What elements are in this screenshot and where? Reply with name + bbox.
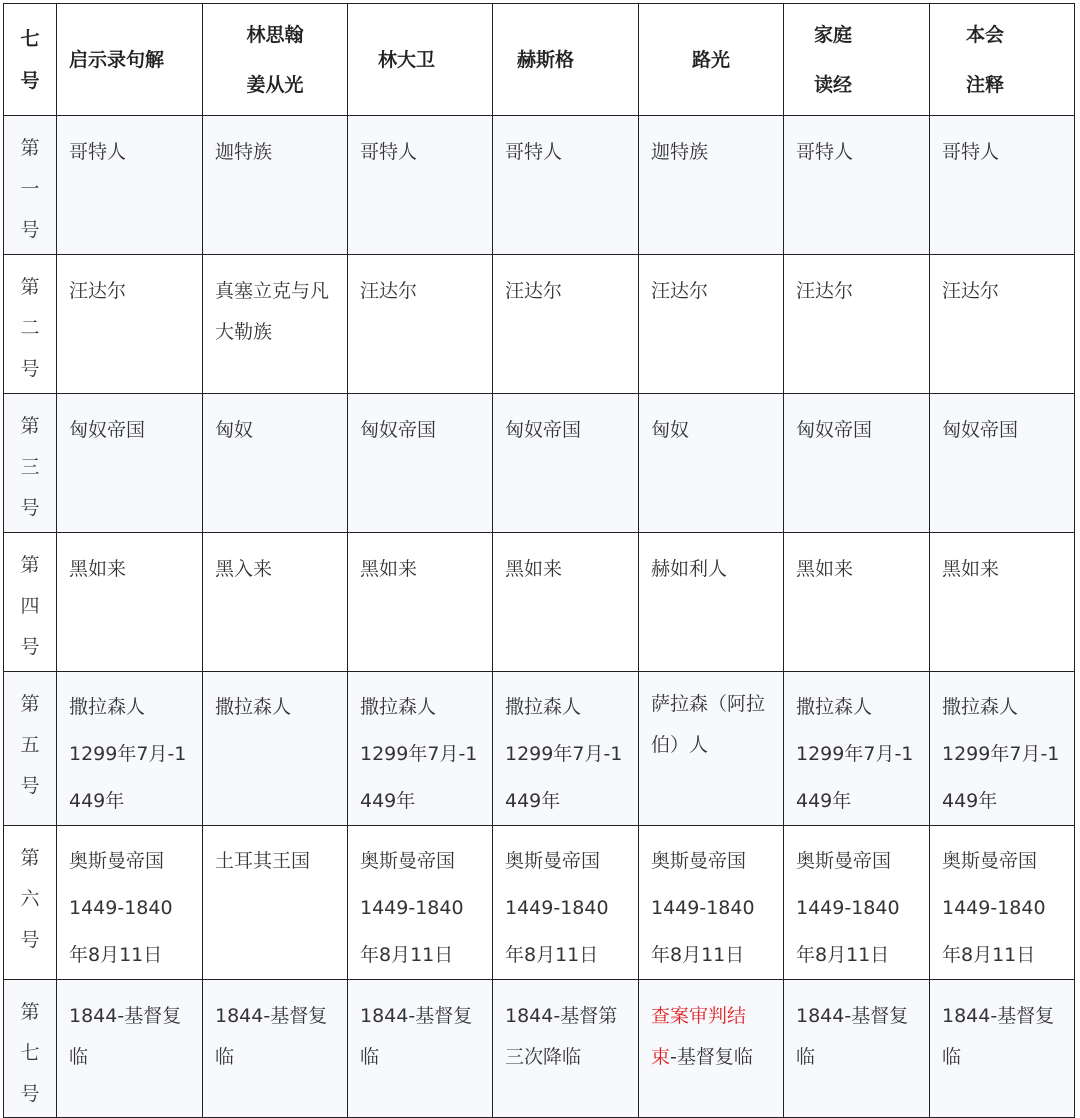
row-label: [4, 255, 57, 394]
table-cell: [348, 116, 493, 255]
corner-header: [4, 4, 57, 116]
cell-text: 迦特族: [651, 141, 709, 163]
row-label-char: 号: [20, 497, 40, 519]
table-cell: [930, 672, 1075, 826]
cell-text: 黑如来: [942, 558, 1000, 580]
table-cell: [493, 533, 639, 672]
table-cell: [930, 826, 1075, 980]
table-cell: [930, 533, 1075, 672]
table-cell: [784, 533, 930, 672]
row-label-char: 号: [20, 775, 40, 797]
row-label: [4, 826, 57, 980]
row-label-char: 三: [20, 456, 40, 478]
cell-text: 奥斯曼帝国: [651, 850, 747, 872]
cell-text: 三次降临: [505, 1046, 582, 1068]
table-cell: [493, 116, 639, 255]
cell-text: 1844-基督复: [942, 1005, 1055, 1027]
cell-text: 奥斯曼帝国: [69, 850, 165, 872]
cell-text: -基督复临: [670, 1046, 753, 1068]
cell-text: 1299年7月-1: [505, 743, 623, 765]
column-header: [57, 4, 203, 116]
cell-text: 年8月11日: [796, 944, 890, 966]
table-cell: [348, 255, 493, 394]
cell-text: 临: [69, 1046, 89, 1068]
row-label: [4, 533, 57, 672]
table-cell: [57, 116, 203, 255]
cell-text: 1844-基督复: [215, 1005, 328, 1027]
table-cell: [348, 672, 493, 826]
row-label-char: 第: [20, 415, 40, 437]
column-header: [930, 4, 1075, 116]
row-label-char: 第: [20, 693, 40, 715]
table-cell: [930, 255, 1075, 394]
cell-text: 汪达尔: [505, 280, 563, 302]
cell-text: 伯）人: [651, 734, 709, 756]
cell-text: 哥特人: [69, 141, 127, 163]
highlighted-text: 束: [651, 1046, 671, 1068]
cell-text: 年8月11日: [69, 944, 163, 966]
table-cell: [639, 980, 784, 1118]
table-cell: [784, 672, 930, 826]
cell-text: 临: [360, 1046, 380, 1068]
row-label-char: 五: [20, 734, 40, 756]
row-label-char: 四: [20, 595, 40, 617]
row-label-char: 号: [20, 358, 40, 380]
row-label-char: 第: [20, 1001, 40, 1023]
cell-text: 黑如来: [796, 558, 854, 580]
table-cell: [784, 116, 930, 255]
cell-text: 匈奴帝国: [942, 419, 1019, 441]
cell-text: 449年: [796, 790, 852, 812]
cell-text: 1449-1840: [651, 897, 755, 919]
table-cell: [57, 394, 203, 533]
table-cell: [348, 394, 493, 533]
cell-text: 汪达尔: [69, 280, 127, 302]
cell-text: 黑入来: [215, 558, 273, 580]
cell-text: 撒拉森人: [215, 696, 292, 718]
table-cell: [639, 116, 784, 255]
table-cell: [203, 116, 348, 255]
table-cell: [639, 826, 784, 980]
column-header: [203, 4, 348, 116]
table-cell: [784, 394, 930, 533]
column-header-text: 注释: [966, 73, 1005, 96]
column-header-text: 姜从光: [246, 73, 304, 96]
row-label: [4, 672, 57, 826]
cell-text: 哥特人: [796, 141, 854, 163]
corner-char: 号: [20, 69, 40, 92]
cell-text: 奥斯曼帝国: [796, 850, 892, 872]
table-cell: [639, 672, 784, 826]
row-label: [4, 394, 57, 533]
table-cell: [930, 394, 1075, 533]
cell-text: 年8月11日: [942, 944, 1036, 966]
highlighted-text: 查案审判结: [651, 1005, 747, 1027]
table-cell: [493, 672, 639, 826]
row-label-char: 六: [20, 888, 40, 910]
column-header-text: 林思翰: [246, 23, 304, 46]
table-row: [4, 826, 1075, 980]
cell-text: 临: [796, 1046, 816, 1068]
cell-text: 撒拉森人: [942, 696, 1019, 718]
row-label-char: 二: [20, 317, 40, 339]
table-cell: [493, 255, 639, 394]
cell-text: 汪达尔: [942, 280, 1000, 302]
cell-text: 哥特人: [942, 141, 1000, 163]
table-cell: [784, 980, 930, 1118]
column-header-text: 本会: [966, 23, 1005, 46]
cell-text: 449年: [360, 790, 416, 812]
cell-text: 土耳其王国: [215, 850, 311, 872]
column-header-text: 赫斯格: [517, 48, 575, 71]
table-cell: [639, 394, 784, 533]
table-cell: [57, 533, 203, 672]
table-cell: [639, 533, 784, 672]
table-cell: [57, 255, 203, 394]
table-cell: [57, 826, 203, 980]
cell-text: 汪达尔: [651, 280, 709, 302]
cell-text: 1449-1840: [360, 897, 464, 919]
cell-text: 撒拉森人: [796, 696, 873, 718]
cell-text: 匈奴帝国: [69, 419, 146, 441]
table-row: [4, 116, 1075, 255]
cell-text: 1449-1840: [796, 897, 900, 919]
corner-char: 七: [20, 27, 40, 50]
column-header-text: 路光: [691, 48, 730, 71]
table-cell: [203, 826, 348, 980]
cell-text: 年8月11日: [360, 944, 454, 966]
cell-text: 汪达尔: [796, 280, 854, 302]
cell-text: 1299年7月-1: [360, 743, 478, 765]
row-label-char: 七: [20, 1042, 40, 1064]
cell-text: 奥斯曼帝国: [942, 850, 1038, 872]
cell-text: 1299年7月-1: [796, 743, 914, 765]
column-header-text: 家庭: [814, 23, 853, 46]
row-label-char: 第: [20, 276, 40, 298]
cell-text: 黑如来: [505, 558, 563, 580]
cell-text: 临: [942, 1046, 962, 1068]
column-header: [784, 4, 930, 116]
table-cell: [57, 980, 203, 1118]
table-cell: [203, 533, 348, 672]
header-row: [4, 4, 1075, 116]
cell-text: 哥特人: [360, 141, 418, 163]
table-cell: [203, 394, 348, 533]
column-header-text: 启示录句解: [69, 48, 165, 71]
comparison-table: [3, 3, 1075, 1118]
row-label-char: 号: [20, 929, 40, 951]
cell-text: 1449-1840: [69, 897, 173, 919]
cell-text: 1299年7月-1: [69, 743, 187, 765]
table-row: [4, 672, 1075, 826]
table-row: [4, 980, 1075, 1118]
table-cell: [348, 980, 493, 1118]
cell-text: 匈奴: [651, 419, 690, 441]
cell-text: 449年: [505, 790, 561, 812]
column-header-text: 读经: [814, 73, 853, 96]
cell-text: 1844-基督复: [796, 1005, 909, 1027]
table-cell: [203, 255, 348, 394]
cell-text: 哥特人: [505, 141, 563, 163]
row-label-char: 号: [20, 219, 40, 241]
table-cell: [493, 394, 639, 533]
table-row: [4, 533, 1075, 672]
cell-text: 匈奴帝国: [796, 419, 873, 441]
table-cell: [930, 116, 1075, 255]
table-cell: [784, 255, 930, 394]
cell-text: 1844-基督第: [505, 1005, 618, 1027]
cell-text: 匈奴帝国: [505, 419, 582, 441]
cell-text: 黑如来: [360, 558, 418, 580]
table-cell: [930, 980, 1075, 1118]
table-cell: [348, 533, 493, 672]
table-cell: [203, 980, 348, 1118]
cell-text: 1449-1840: [505, 897, 609, 919]
column-header: [348, 4, 493, 116]
column-header-text: 林大卫: [378, 48, 436, 71]
cell-text: 汪达尔: [360, 280, 418, 302]
cell-text: 撒拉森人: [505, 696, 582, 718]
cell-text: 迦特族: [215, 141, 273, 163]
cell-text: 1299年7月-1: [942, 743, 1060, 765]
cell-text: 匈奴帝国: [360, 419, 437, 441]
table-cell: [493, 826, 639, 980]
cell-text: 449年: [942, 790, 998, 812]
table-cell: [57, 672, 203, 826]
column-header: [493, 4, 639, 116]
cell-text: 匈奴: [215, 419, 254, 441]
column-header: [639, 4, 784, 116]
cell-text: 撒拉森人: [69, 696, 146, 718]
row-label: [4, 116, 57, 255]
cell-text: 449年: [69, 790, 125, 812]
cell-text: 年8月11日: [651, 944, 745, 966]
cell-text: 1844-基督复: [360, 1005, 473, 1027]
table-row: [4, 255, 1075, 394]
table-cell: [493, 980, 639, 1118]
cell-text: 大勒族: [215, 321, 273, 343]
cell-text: 奥斯曼帝国: [360, 850, 456, 872]
cell-text: 萨拉森（阿拉: [651, 693, 766, 715]
table-cell: [639, 255, 784, 394]
cell-text: 真塞立克与凡: [215, 280, 330, 302]
row-label-char: 第: [20, 847, 40, 869]
row-label: [4, 980, 57, 1118]
row-label-char: 号: [20, 636, 40, 658]
table-cell: [784, 826, 930, 980]
cell-text: 赫如利人: [651, 558, 728, 580]
cell-text: 1844-基督复: [69, 1005, 182, 1027]
table-cell: [348, 826, 493, 980]
row-label-char: 第: [20, 554, 40, 576]
cell-text: 年8月11日: [505, 944, 599, 966]
row-label-char: 第: [20, 137, 40, 159]
table-cell: [203, 672, 348, 826]
cell-text: 撒拉森人: [360, 696, 437, 718]
row-label-char: 号: [20, 1083, 40, 1105]
cell-text: 黑如来: [69, 558, 127, 580]
table-row: [4, 394, 1075, 533]
cell-text: 奥斯曼帝国: [505, 850, 601, 872]
row-label-char: 一: [20, 178, 40, 200]
cell-text: 1449-1840: [942, 897, 1046, 919]
cell-text: 临: [215, 1046, 235, 1068]
